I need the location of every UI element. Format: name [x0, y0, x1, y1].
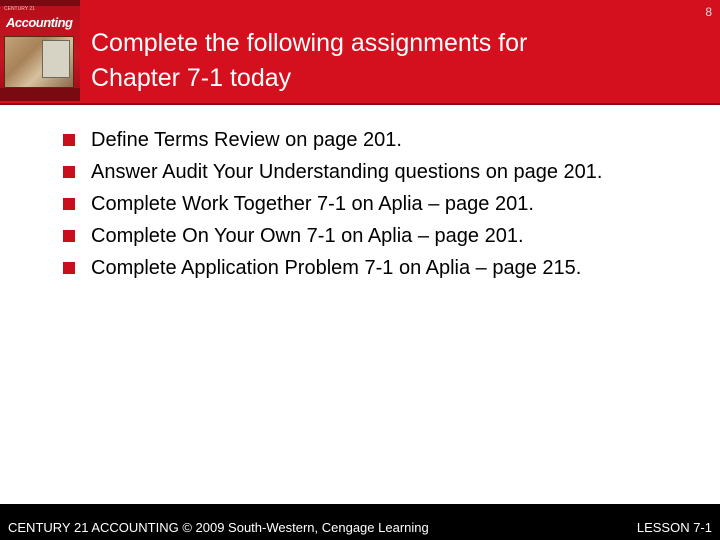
- list-item-text: Complete On Your Own 7-1 on Aplia – page 201.: [91, 225, 524, 247]
- list-item-text: Answer Audit Your Understanding questions on page 201.: [91, 161, 603, 183]
- bullet-square-icon: [63, 230, 75, 242]
- slide-footer: [0, 504, 720, 540]
- slide-header: [0, 0, 720, 105]
- slide-title-line-1: Complete the following assignments for: [91, 29, 528, 57]
- slide-title-line-2: Chapter 7-1 today: [91, 64, 292, 92]
- bullet-square-icon: [63, 198, 75, 210]
- assignment-list: [63, 127, 703, 287]
- list-item: [63, 159, 703, 185]
- list-item-text: Complete Work Together 7-1 on Aplia – page 201.: [91, 193, 534, 215]
- bullet-square-icon: [63, 134, 75, 146]
- list-item: [63, 127, 703, 153]
- cover-calculator: [42, 40, 70, 78]
- bullet-square-icon: [63, 262, 75, 274]
- footer-lesson-label: LESSON 7-1: [636, 520, 712, 535]
- textbook-cover-image: [0, 0, 80, 101]
- bullet-square-icon: [63, 166, 75, 178]
- slide-title: [91, 26, 671, 96]
- cover-bottom-bar: [0, 88, 80, 101]
- list-item-text: Define Terms Review on page 201.: [91, 129, 402, 151]
- list-item: [63, 191, 703, 217]
- cover-logo-text: Accounting: [6, 15, 73, 30]
- footer-copyright: CENTURY 21 ACCOUNTING © 2009 South-Western, Cengage Learning: [8, 520, 429, 535]
- list-item-text: Complete Application Problem 7-1 on Aplia – page 215.: [91, 257, 582, 279]
- cover-series-text: CENTURY 21: [4, 6, 35, 12]
- list-item: [63, 223, 703, 249]
- slide-number: 8: [705, 5, 712, 19]
- list-item: [63, 255, 703, 281]
